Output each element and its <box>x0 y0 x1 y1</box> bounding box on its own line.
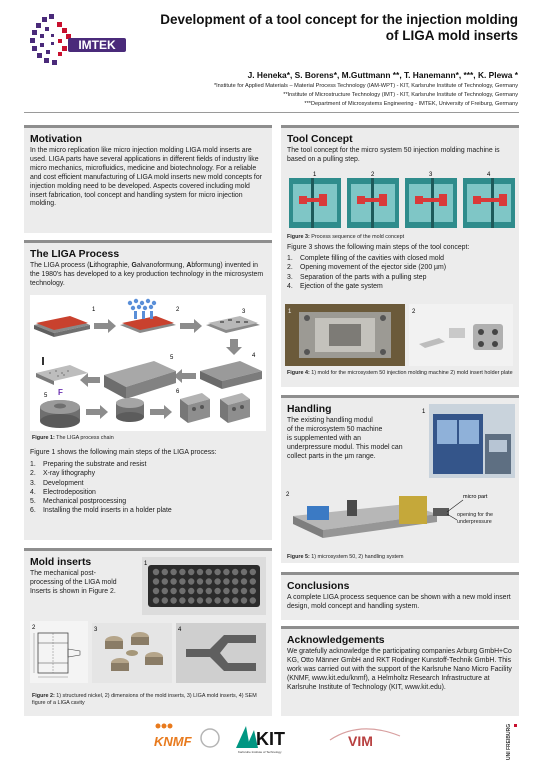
nickel-cavity <box>232 578 238 584</box>
liga-label-4: 4 <box>252 353 256 359</box>
nickel-cavity <box>188 597 194 603</box>
tool-part <box>319 194 327 206</box>
nickel-cavity <box>223 597 229 603</box>
tool-gate <box>423 198 439 202</box>
tool-step: 1. Complete filling of the cavities with closed mold <box>287 255 445 262</box>
affiliation-3: ***Department of Microsystems Engineering - IMTEK, University of Freiburg, Germany <box>304 101 518 107</box>
liga-intro: The LIGA process (Lithographie, Galvanoformung, Abformung) invented in the 1980's has developed to a key production technology in the microsystem technology. <box>30 262 264 287</box>
mold-label-3: 3 <box>94 627 98 633</box>
nickel-cavity <box>170 588 176 594</box>
nickel-cavity <box>170 578 176 584</box>
mold-label-1: 1 <box>144 561 148 567</box>
nickel-cavity <box>214 569 220 575</box>
handling-label-1: 1 <box>422 409 426 415</box>
liga-label-2: 2 <box>176 307 180 313</box>
tool-parting-line <box>431 178 434 228</box>
nickel-cavity <box>206 597 212 603</box>
liga-step: 1. Preparing the substrate and resist <box>30 461 147 468</box>
tool-part <box>439 194 447 206</box>
liga-steps-intro: Figure 1 shows the following main steps of the LIGA process: <box>30 449 217 456</box>
nickel-cavity <box>214 578 220 584</box>
tool-gate <box>365 198 379 202</box>
liga-step: 3. Development <box>30 479 84 487</box>
nickel-cavity <box>179 569 185 575</box>
tool-part <box>379 194 387 206</box>
nickel-cavity <box>250 597 256 603</box>
nickel-cavity <box>153 588 159 594</box>
liga-step: 2. X-ray lithography <box>30 470 96 478</box>
mold-inserts-text: The mechanical post- processing of the LIGA mold Inserts is shown in Figure 2. <box>30 570 117 595</box>
nickel-cavity <box>179 588 185 594</box>
tool-concept-panel <box>281 125 519 387</box>
nickel-cavity <box>197 588 203 594</box>
structured-nickel-photo <box>142 557 266 615</box>
nickel-cavity <box>170 569 176 575</box>
holder-plate-photo <box>409 304 513 366</box>
nickel-cavity <box>179 597 185 603</box>
tool-part <box>499 194 507 206</box>
liga-label-5b: 5 <box>44 393 48 399</box>
mold-photo <box>285 304 405 366</box>
conclusions-title: Conclusions <box>287 581 350 592</box>
nickel-cavity <box>241 597 247 603</box>
sponsor-logos <box>150 718 480 754</box>
nickel-cavity <box>162 597 168 603</box>
nickel-cavity <box>162 588 168 594</box>
tool-gate <box>307 198 319 202</box>
nickel-cavity <box>206 569 212 575</box>
annotation-opening: opening for the underpressure <box>457 512 493 525</box>
nickel-cavity <box>232 597 238 603</box>
handling-label-2: 2 <box>286 492 290 498</box>
tool-concept-text: The tool concept for the micro system 50 injection molding machine is based on a pulling step. <box>287 147 500 163</box>
kit-logo-subtitle: Karlsruhe Institute of Technology <box>238 750 282 754</box>
nickel-cavity <box>232 588 238 594</box>
tool-parting-line <box>491 178 494 228</box>
nickel-cavity <box>162 569 168 575</box>
liga-step: 4. Electrodeposition <box>30 488 96 496</box>
motivation-title: Motivation <box>30 134 82 145</box>
tool-cavity <box>415 196 423 204</box>
tool-steps-intro: Figure 3 shows the following main steps of the tool concept: <box>287 244 470 251</box>
kit-logo-text: KIT <box>256 729 285 749</box>
nickel-cavity <box>153 569 159 575</box>
nickel-cavity <box>188 569 194 575</box>
nickel-cavity <box>153 578 159 584</box>
nickel-cavity <box>153 597 159 603</box>
authors: J. Heneka*, S. Borens*, M.Guttmann **, T. Hanemann*, ***, K. Plewa * <box>247 70 518 80</box>
conclusions-panel <box>281 572 519 620</box>
liga-step: 6. Installing the mold inserts in a holder plate <box>30 507 172 515</box>
nickel-cavity <box>241 569 247 575</box>
liga-label-5a: 5 <box>170 355 174 361</box>
tool-cavity <box>299 196 307 204</box>
affiliation-2: **Institute of Microstructure Technology (IMT) - KIT, Karlsruhe Institute of Technology, Germany <box>283 92 518 98</box>
tool-step: 2. Opening movement of the ejector side (200 µm) <box>287 264 447 272</box>
nickel-cavity <box>197 597 203 603</box>
liga-mold-inserts-photo <box>92 623 172 683</box>
nickel-cavity <box>232 569 238 575</box>
affiliation-1: *Institute for Applied Materials – Material Process Technology (IAM-WPT) - KIT, Karlsruhe Institute of Technology, Germany <box>213 83 518 89</box>
poster-title <box>140 12 518 44</box>
mold-label-2: 2 <box>32 625 36 631</box>
nickel-cavity <box>241 588 247 594</box>
knmf-logo-text: KNMF <box>154 734 192 749</box>
nickel-cavity <box>206 578 212 584</box>
tool-step: 4. Ejection of the gate system <box>287 282 383 290</box>
handling-panel <box>281 395 519 563</box>
nickel-cavity <box>179 578 185 584</box>
nickel-cavity <box>170 597 176 603</box>
handling-text: The existing handling modul of the microsystem 50 machine is supplemented with an underpressure modul. This model can collect parts in the µm range. <box>287 417 403 460</box>
uni-freiburg-logo-text: UNI FREIBURG <box>506 723 512 760</box>
nickel-cavity <box>162 578 168 584</box>
mold-label-4: 4 <box>178 627 182 633</box>
acknowledgements-title: Acknowledgements <box>287 635 385 646</box>
tool-gate <box>481 198 499 202</box>
liga-label-1: 1 <box>92 307 96 313</box>
nickel-cavity <box>223 588 229 594</box>
uni-freiburg-logo <box>500 722 522 762</box>
title-line-2: of LIGA mold inserts <box>385 28 518 43</box>
tool-steps-list <box>281 254 446 291</box>
liga-label-6: 6 <box>176 389 180 395</box>
tool-step-label: 2 <box>371 172 375 178</box>
tool-concept-title: Tool Concept <box>287 134 353 145</box>
nickel-cavity <box>223 569 229 575</box>
liga-process-graphic <box>30 295 266 431</box>
knmf-logo <box>154 724 219 750</box>
imtek-logo-text: IMTEK <box>78 38 116 52</box>
mold-insert-drawing <box>30 621 88 683</box>
title-line-1: Development of a tool concept for the injection molding <box>160 12 518 27</box>
mold-inserts-panel <box>24 548 272 716</box>
figure-3-caption: Figure 3: Process sequence of the mold concept <box>287 234 405 240</box>
figure-4-caption: Figure 4: 1) mold for the microsystem 50 injection molding machine 2) mold insert holder plate <box>287 370 513 376</box>
liga-process-figure <box>30 295 266 431</box>
motivation-text: In the micro replication like micro injection molding LIGA mold inserts are used. LIGA parts have several applications in different fields of industry like micro mechanics, microfluidics, medicine and biotechnology. For a reliable and cost efficient manufacturing of LIGA mold inserts new mold concepts for injection molding need to be developed. Aspects covered including mold insert fabrication, tool concept and handling system for micro injection molding. <box>30 147 262 208</box>
nickel-cavity <box>188 588 194 594</box>
imtek-logo-graphic <box>28 12 138 74</box>
figure-1-caption: Figure 1: The LIGA process chain <box>32 435 114 441</box>
nickel-cavity <box>206 588 212 594</box>
liga-label-f: F <box>58 388 63 397</box>
nickel-cavity <box>250 588 256 594</box>
nickel-cavity <box>223 578 229 584</box>
tool-step: 3. Separation of the parts with a pulling step <box>287 273 427 281</box>
vim-logo-text: VIM <box>348 733 373 749</box>
nickel-cavity <box>250 578 256 584</box>
tool-parting-line <box>311 178 314 228</box>
microsystem-50-photo <box>422 404 515 478</box>
vim-logo <box>330 729 400 749</box>
header-divider <box>24 112 519 113</box>
nickel-cavity <box>214 588 220 594</box>
liga-label-3: 3 <box>242 309 246 315</box>
tool-cavity <box>357 196 365 204</box>
liga-panel <box>24 240 272 540</box>
tool-photo-label-1: 1 <box>288 309 292 315</box>
liga-step: 5. Mechanical postprocessing <box>30 498 127 506</box>
tool-step-label: 1 <box>313 172 317 178</box>
acknowledgements-panel <box>281 626 519 716</box>
nickel-cavity <box>241 578 247 584</box>
motivation-panel <box>24 125 272 233</box>
nickel-cavity <box>188 578 194 584</box>
tool-photo-label-2: 2 <box>412 309 416 315</box>
tool-cavity <box>473 196 481 204</box>
tool-parting-line <box>371 178 374 228</box>
sem-cavity-photo <box>176 623 266 683</box>
conclusions-text: A complete LIGA process sequence can be shown with a new mold insert design, mold concept and handling system. <box>287 594 511 610</box>
liga-title: The LIGA Process <box>30 249 120 260</box>
nickel-cavity <box>250 569 256 575</box>
nickel-cavity <box>197 578 203 584</box>
imtek-logo <box>28 12 138 74</box>
tool-step-label: 3 <box>429 172 433 178</box>
figure-2-caption: Figure 2: 1) structured nickel, 2) dimensions of the mold inserts, 3) LIGA mold inserts, 4) SEM figure of a LIGA cavity <box>32 693 257 706</box>
liga-steps-list <box>24 460 172 516</box>
process-sequence-figure <box>287 170 513 232</box>
handling-title: Handling <box>287 404 332 415</box>
tool-step-label: 4 <box>487 172 491 178</box>
acknowledgements-text: We gratefully acknowledge the participating companies Arburg GmbH+Co KG, Otto Männer GmbH and RKT Rodinger Kunstoff-Technik GmbH. This work was carried out with the support of the Karlsruhe Nano Micro Facility (KNMF, www.kit.edu/knmf), a Helmholtz Research Infrastructure at Karlsruhe Institute of Technology (KIT, www.kit.edu). <box>287 648 512 691</box>
kit-logo <box>236 726 285 754</box>
annotation-micro-part: micro part <box>463 494 488 500</box>
nickel-cavity <box>214 597 220 603</box>
figure-5-caption: Figure 5: 1) microsystem 50, 2) handling system <box>287 554 404 560</box>
nickel-cavity <box>197 569 203 575</box>
mold-inserts-title: Mold inserts <box>30 557 92 568</box>
